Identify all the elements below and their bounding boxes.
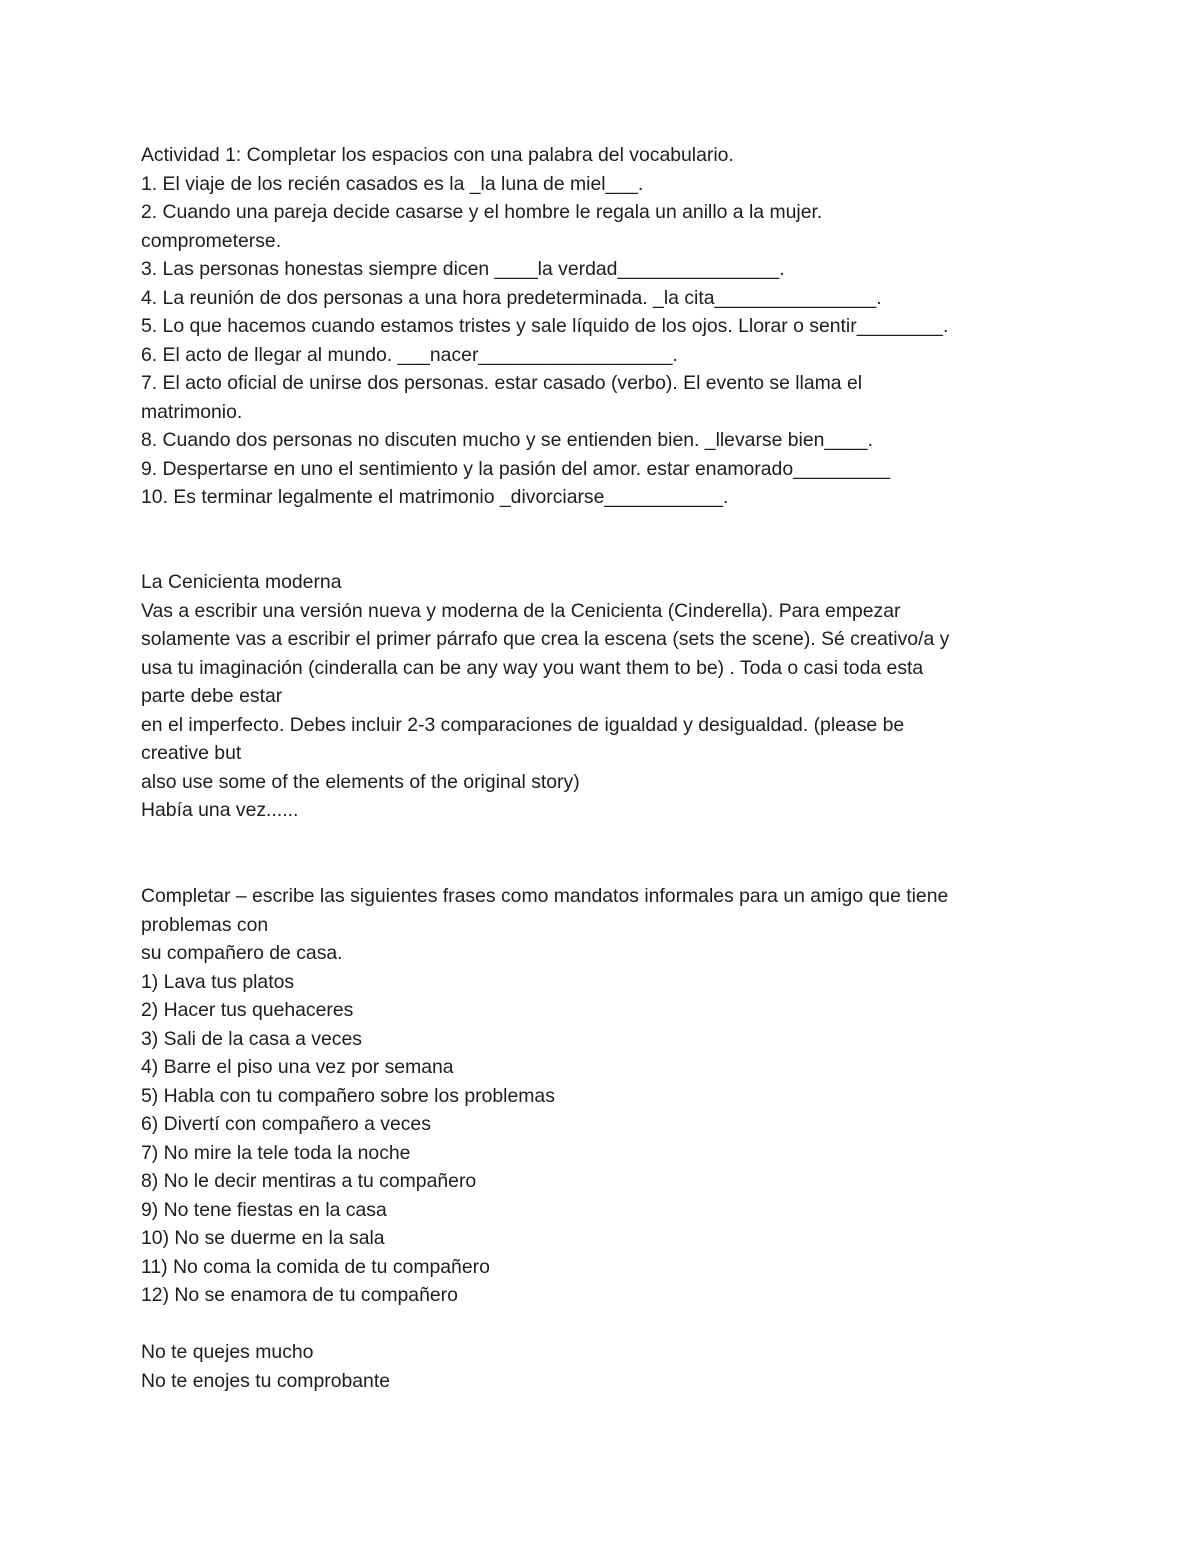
activity-line: 4. La reunión de dos personas a una hora predeterminada. _la cita_______________.: [141, 286, 882, 309]
activity-line: 9. Despertarse en uno el sentimiento y la pasión del amor. estar enamorado_________: [141, 457, 891, 480]
command-item: 4) Barre el piso una vez por semana: [141, 1056, 454, 1078]
command-item: 1) Lava tus platos: [141, 970, 295, 993]
commands-intro-line: problemas con: [141, 913, 269, 936]
command-item: 3) Sali de la casa a veces: [141, 1027, 362, 1050]
cinderella-line: also use some of the elements of the original story): [141, 770, 580, 793]
extra-line: No te enojes tu comprobante: [141, 1369, 391, 1392]
command-item: 2) Hacer tus quehaceres: [141, 999, 354, 1021]
cinderella-line: Vas a escribir una versión nueva y moderna de la Cenicienta (Cinderella). Para empezar: [141, 599, 901, 622]
activity-line: comprometerse.: [141, 229, 282, 252]
activity-line: matrimonio.: [141, 400, 243, 423]
cinderella-line: solamente vas a escribir el primer párrafo que crea la escena (sets the scene). Sé creativo/a y: [141, 628, 950, 650]
cinderella-title: La Cenicienta moderna: [141, 571, 342, 593]
cinderella-section: [141, 568, 1071, 825]
cinderella-line: parte debe estar: [141, 685, 283, 707]
cinderella-line: creative but: [141, 742, 242, 764]
command-item: 11) No coma la comida de tu compañero: [141, 1255, 490, 1278]
activity-section: [141, 141, 1071, 512]
activity-line: 8. Cuando dos personas no discuten mucho y se entienden bien. _llevarse bien____.: [141, 429, 873, 451]
command-item: 9) No tene fiestas en la casa: [141, 1198, 387, 1221]
command-item: 6) Divertí con compañero a veces: [141, 1113, 431, 1135]
command-item: 12) No se enamora de tu compañero: [141, 1284, 458, 1306]
commands-intro-line: Completar – escribe las siguientes frases como mandatos informales para un amigo que tiene: [141, 885, 949, 907]
activity-line: 1. El viaje de los recién casados es la _la luna de miel___.: [141, 172, 644, 195]
extra-section: [141, 1338, 1071, 1395]
activity-line: 10. Es terminar legalmente el matrimonio _divorciarse___________.: [141, 486, 729, 508]
cinderella-line: usa tu imaginación (cinderalla can be any way you want them to be) . Toda o casi toda esta: [141, 656, 924, 679]
cinderella-line: en el imperfecto. Debes incluir 2-3 comparaciones de igualdad y desigualdad. (please be: [141, 713, 905, 736]
activity-line: 7. El acto oficial de unirse dos personas. estar casado (verbo). El evento se llama el: [141, 372, 863, 394]
activity-title: Actividad 1: Completar los espacios con una palabra del vocabulario.: [141, 144, 734, 166]
commands-section: [141, 882, 1071, 1310]
activity-line: 6. El acto de llegar al mundo. ___nacer__________________.: [141, 343, 678, 366]
activity-line: 5. Lo que hacemos cuando estamos tristes y sale líquido de los ojos. Llorar o sentir________.: [141, 315, 949, 337]
extra-line: No te quejes mucho: [141, 1341, 314, 1363]
command-item: 8) No le decir mentiras a tu compañero: [141, 1170, 477, 1192]
activity-line: 3. Las personas honestas siempre dicen ____la verdad_______________.: [141, 258, 785, 280]
command-item: 7) No mire la tele toda la noche: [141, 1141, 411, 1164]
command-item: 5) Habla con tu compañero sobre los problemas: [141, 1084, 555, 1107]
cinderella-line: Había una vez......: [141, 799, 299, 821]
activity-line: 2. Cuando una pareja decide casarse y el hombre le regala un anillo a la mujer.: [141, 201, 823, 223]
command-item: 10) No se duerme en la sala: [141, 1227, 385, 1249]
commands-intro-line: su compañero de casa.: [141, 942, 343, 964]
